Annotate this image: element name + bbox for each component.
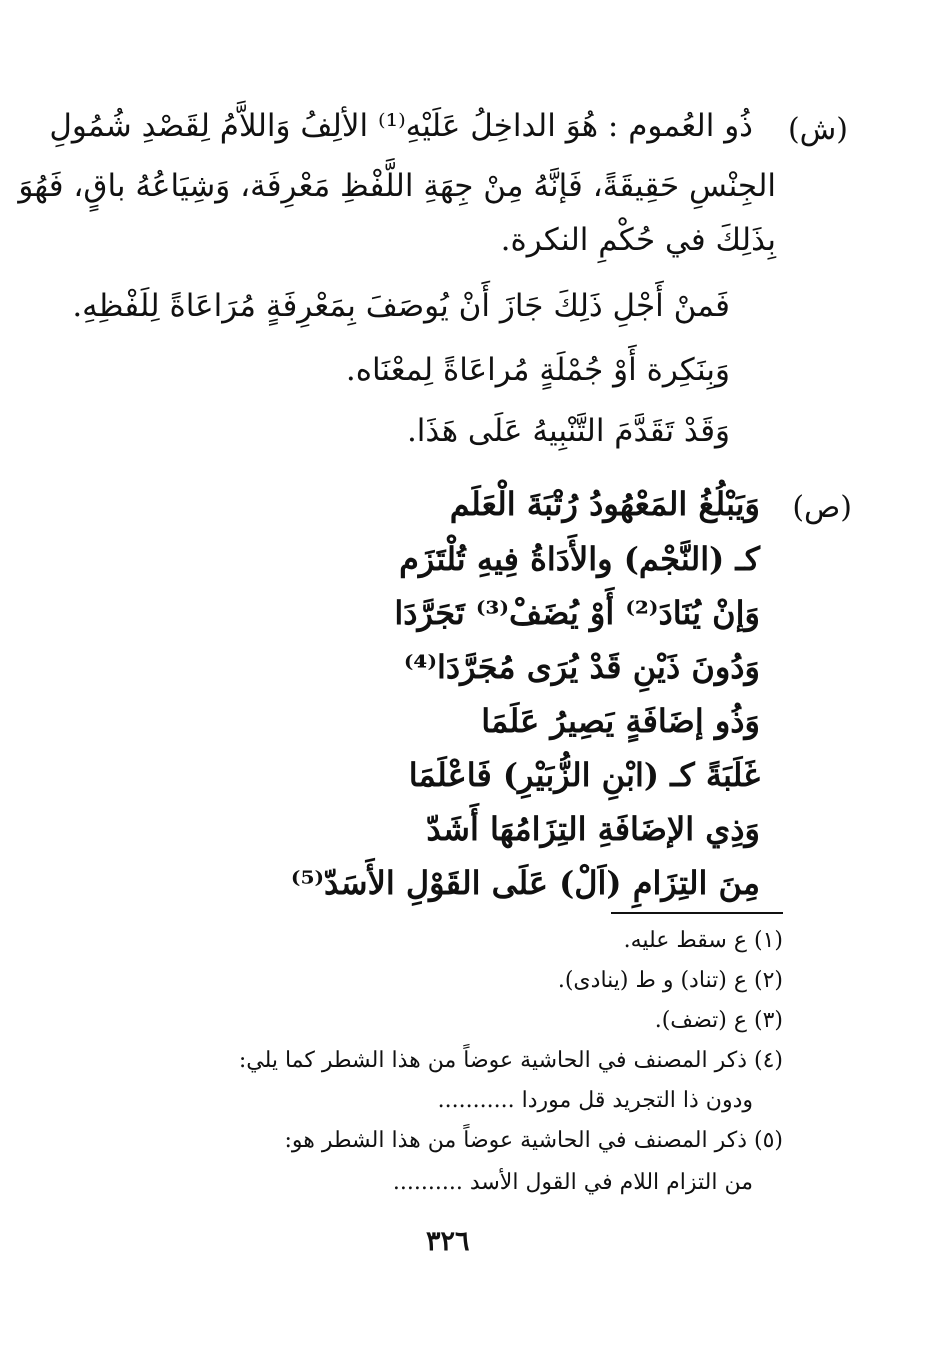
verse-7: وَذِي الإضَافَةِ التِزَامُهَا أَشَدّ — [426, 810, 760, 848]
footnote-3: (٣) ع (تضف). — [654, 1008, 783, 1033]
prose-line-1: ذُو العُموم : هُوَ الداخِلُ عَلَيْهِ⁽¹⁾ الألِفُ وَاللاَّمُ لِقَصْدِ شُمُولِ — [49, 108, 753, 144]
verse-4: وَدُونَ ذَيْنِ قَدْ يُرَى مُجَرَّدَا⁽⁴⁾ — [403, 648, 760, 686]
footnote-1: (١) ع سقط عليه. — [623, 928, 783, 953]
paragraph-3: وَقَدْ تَقَدَّمَ التَّنْبِيهُ عَلَى هَذَا. — [406, 413, 730, 449]
verse-8: مِنَ التِزَامِ (اَلْ) عَلَى القَوْلِ الأَسَدّ⁽⁵⁾ — [290, 864, 760, 902]
section-sh-marker: (ش) — [787, 112, 848, 147]
verse-2: كـ (النَّجْم) والأَدَاةُ فِيهِ تُلْتَزَم — [399, 540, 760, 578]
verse-5: وَذُو إضَافَةٍ يَصِيرُ عَلَمَا — [481, 702, 760, 740]
paragraph-1: فَمنْ أَجْلِ ذَلِكَ جَازَ أَنْ يُوصَفَ بِمَعْرِفَةٍ مُرَاعَاةً لِلَفْظِهِ. — [72, 288, 730, 324]
verse-3: وَإنْ يُنَادَ⁽²⁾ أَوْ يُضَفْ⁽³⁾ تَجَرَّدَا — [394, 594, 760, 632]
footnote-4-verse: ودون ذا التجريد قل موردا ........... — [437, 1088, 753, 1113]
verse-6: غَلَبَةً كـ (ابْنِ الزُّبَيْرِ) فَاعْلَمَا — [408, 756, 760, 794]
prose-line-2: الجِنْسِ حَقِيقَةً، فَإنَّهُ مِنْ جِهَةِ اللَّفْظِ مَعْرِفَة، وَشِيَاعُهُ باقٍ، فَهُوَ — [18, 168, 776, 204]
footnote-separator — [611, 912, 783, 914]
footnote-2: (٢) ع (تناد) و ط (ينادى). — [557, 968, 783, 993]
footnote-5-verse: من التزام اللام في القول الأسد .......... — [392, 1170, 753, 1195]
prose-line-3: بِذَلِكَ في حُكْمِ النكرة. — [500, 222, 776, 258]
section-s-marker: (ص) — [792, 490, 852, 525]
paragraph-2: وَبِنَكِرة أَوْ جُمْلَةٍ مُراعَاةً لِمعْنَاه. — [345, 352, 730, 388]
footnote-4: (٤) ذكر المصنف في الحاشية عوضاً من هذا الشطر كما يلي: — [238, 1048, 783, 1073]
footnote-5: (٥) ذكر المصنف في الحاشية عوضاً من هذا الشطر هو: — [284, 1128, 783, 1153]
page-number: ٣٢٦ — [426, 1226, 470, 1257]
verse-1: وَيَبْلُغُ المَعْهُودُ رُتْبَةَ الْعَلَم — [449, 485, 760, 523]
